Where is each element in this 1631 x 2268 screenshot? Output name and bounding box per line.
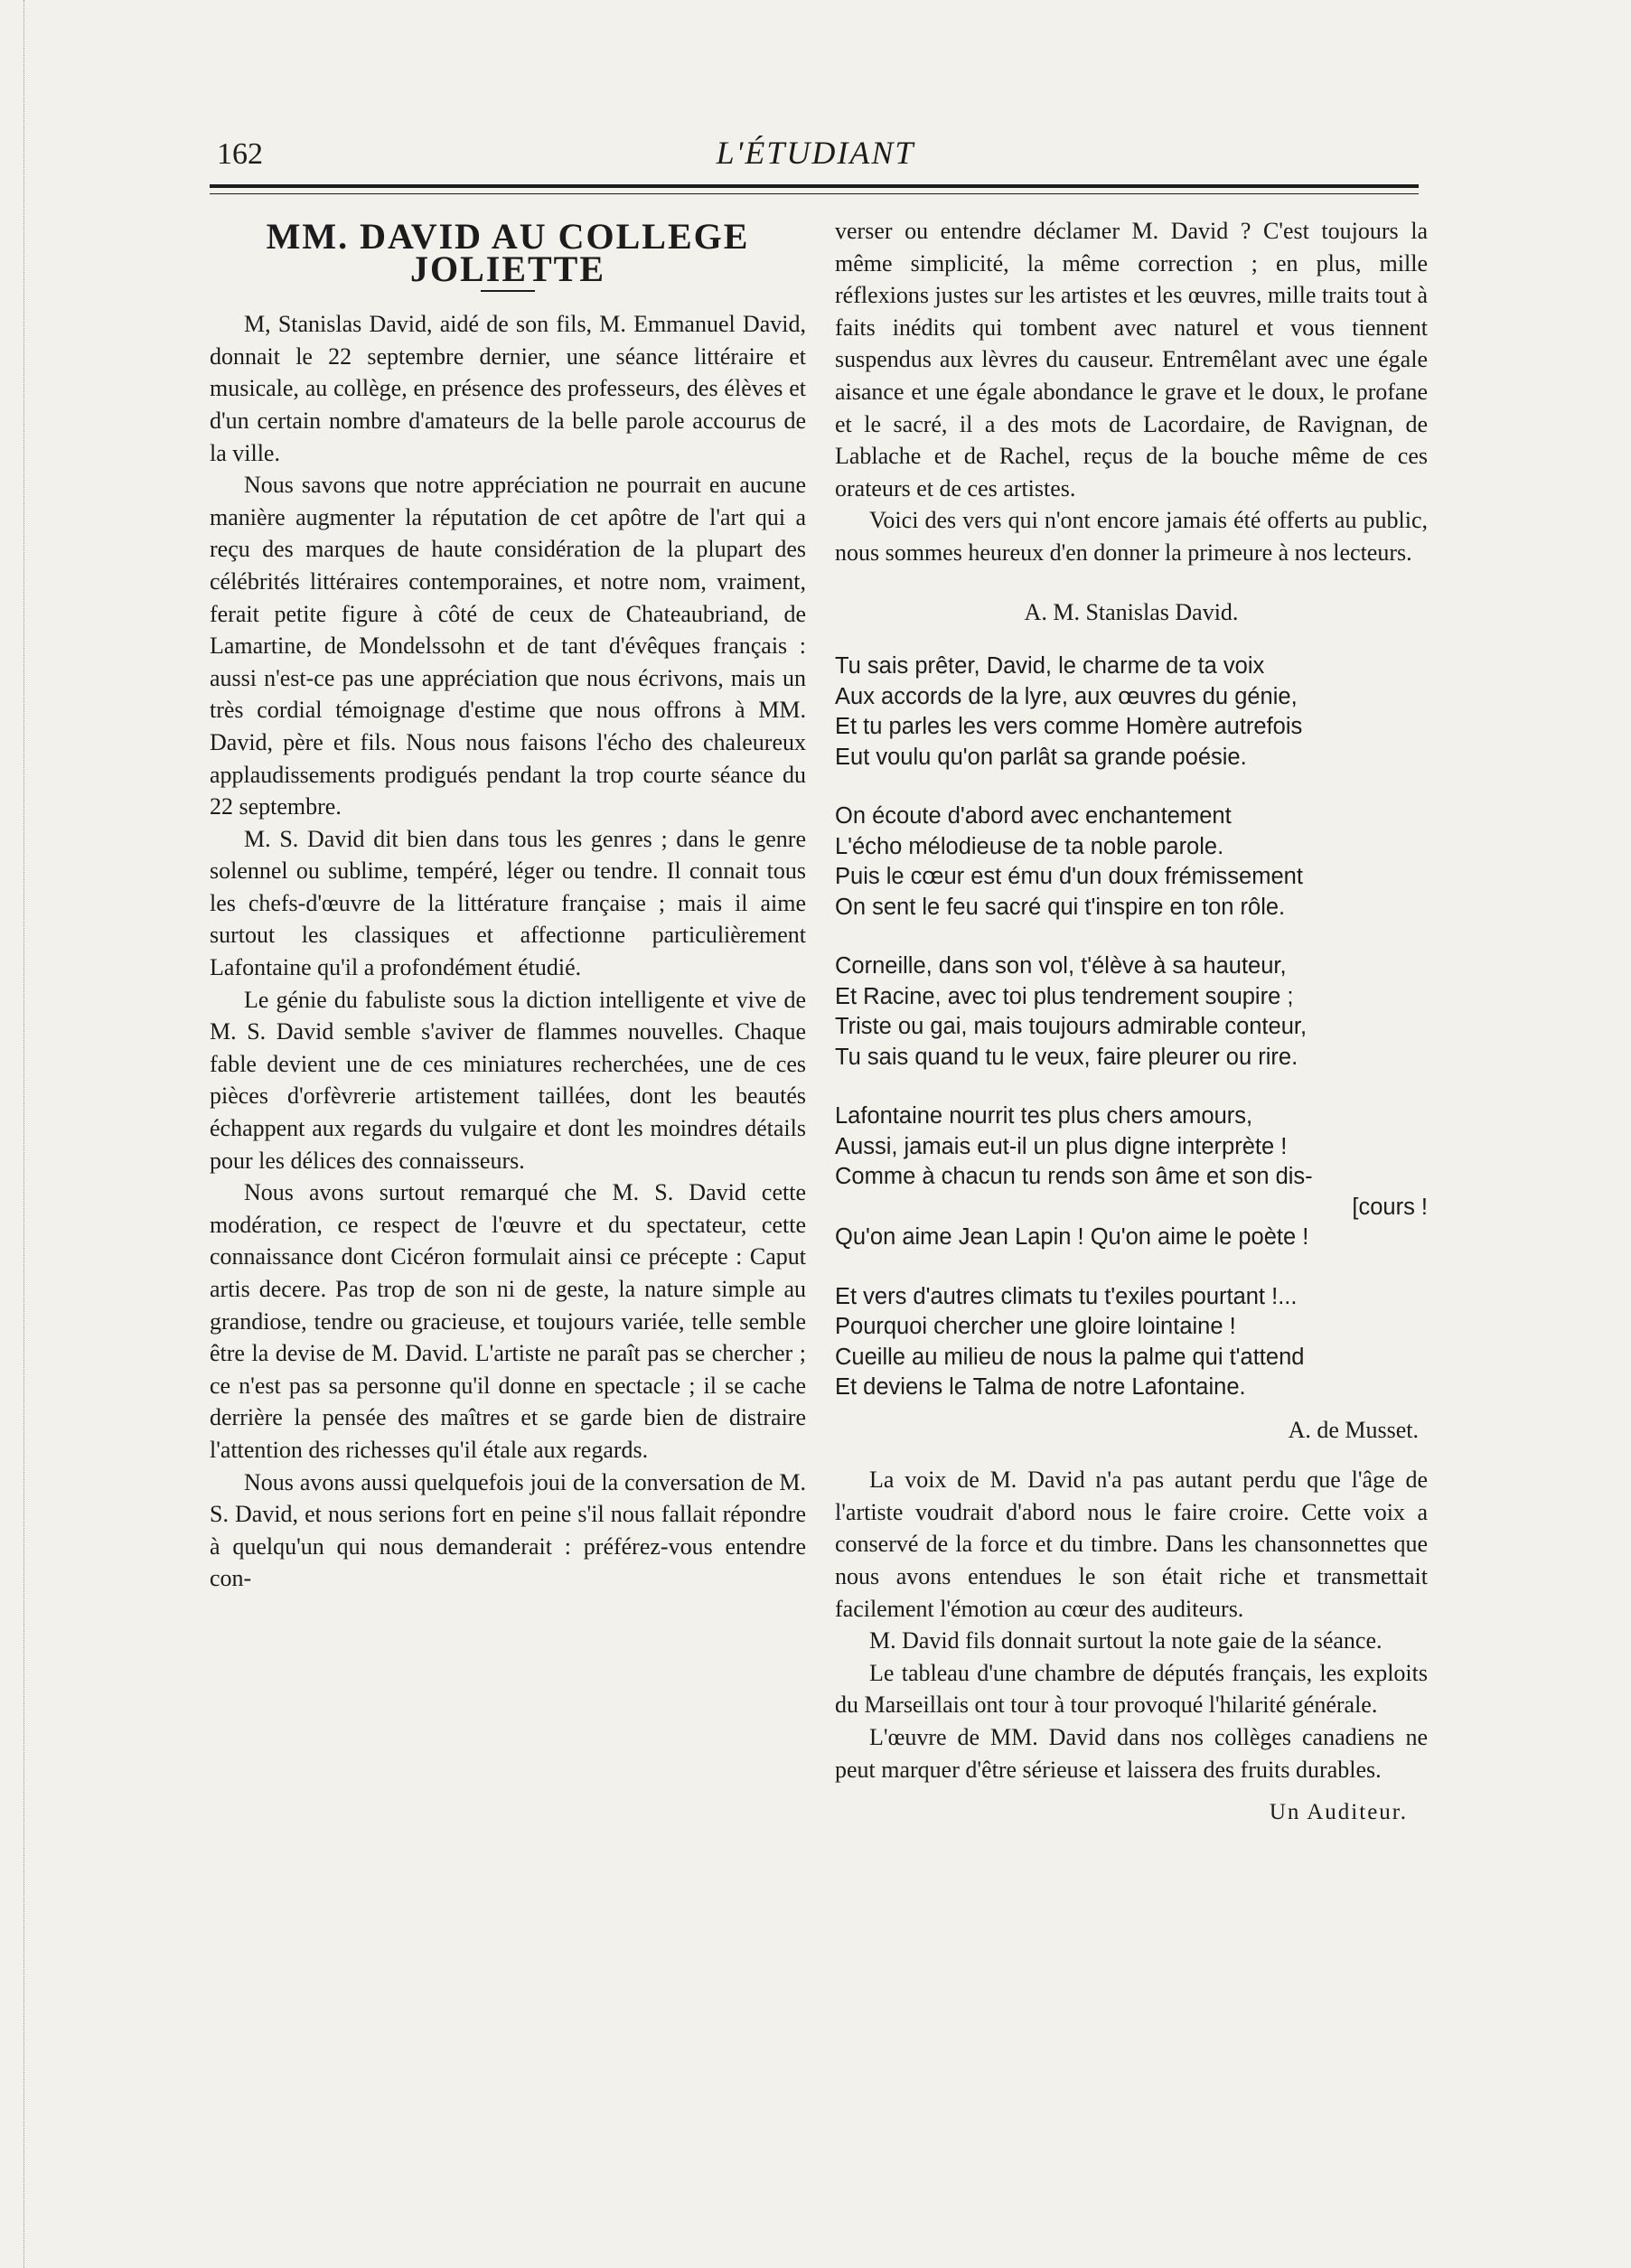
poem-line: Triste ou gai, mais toujours admirable conteur, [835, 1014, 1308, 1040]
title-rule [481, 290, 535, 292]
poem-line: On écoute d'abord avec enchantement [835, 803, 1232, 829]
paragraph: Nous avons surtout remarqué che M. S. David cette modération, ce respect de l'œuvre et du spectateur, cette connaissance dont Cicéron formulait ainsi ce précepte : Caput artis decere. Pas trop de son ni de geste, la nature simple au grandiose, tendre ou gracieuse, et toujours variée, telle semble être la devise de M. David. L'artiste ne paraît pas se chercher ; ce n'est pas sa personne qu'il donne en spectacle ; il se cache derrière la pensée des maîtres et se garde bien de distraire l'attention des richesses qu'il étale aux regards. [210, 1179, 806, 1463]
paragraph: M. David fils donnait surtout la note gaie de la séance. [869, 1627, 1383, 1654]
poem-stanza [835, 1282, 1428, 1403]
page-number: 162 [217, 137, 263, 171]
scan-edge [0, 0, 24, 2268]
poem-line: On sent le feu sacré qui t'inspire en ton rôle. [835, 894, 1286, 920]
poem-line: Cueille au milieu de nous la palme qui t'attend [835, 1344, 1305, 1370]
poem [835, 651, 1428, 1403]
poem-line: Et vers d'autres climats tu t'exiles pourtant !... [835, 1283, 1298, 1309]
header-rule [210, 184, 1419, 194]
paragraph: M, Stanislas David, aidé de son fils, M. Emmanuel David, donnait le 22 septembre dernier, une séance littéraire et musicale, au collège, en présence des professeurs, des élèves et d'un certain nombre d'amateurs de la belle parole accourus de la ville. [210, 311, 806, 466]
poem-stanza [835, 1101, 1428, 1253]
article-signature: Un Auditeur. [1269, 1800, 1408, 1825]
poem-line: Aux accords de la lyre, aux œuvres du génie, [835, 683, 1298, 709]
poem-line: Qu'on aime Jean Lapin ! Qu'on aime le poète ! [835, 1224, 1309, 1251]
poem-line: Eut voulu qu'on parlât sa grande poésie. [835, 744, 1247, 770]
paragraph: Voici des vers qui n'ont encore jamais été offerts au public, nous sommes heureux d'en donner la primeure à nos lecteurs. [835, 507, 1428, 566]
article-title: MM. DAVID AU COLLEGE JOLIETTE [266, 216, 750, 289]
paragraph: M. S. David dit bien dans tous les genres ; dans le genre solennel ou sublime, tempéré, léger ou tendre. Il connait tous les chefs-d'œuvre de la littérature française ; mais il aime surtout les classiques et affectionne particulièrement Lafontaine qu'il a profondément étudié. [210, 825, 806, 981]
paragraph: Nous savons que notre appréciation ne pourrait en aucune manière augmenter la réputation de cet apôtre de l'art qui a reçu des marques de haute considération de la plupart des célébrités littéraires contemporaines, et notre nom, vraiment, ferait petite figure à côté de ceux de Chateaubriand, de Lamartine, de Mondelssohn et de tant d'évêques français : aussi n'est-ce pas une appréciation que nous écrivons, mais un très cordial témoignage d'estime que nous offrons à MM. David, père et fils. Nous nous faisons l'écho des chaleureux applaudissements prodigués pendant la trop courte séance du 22 septembre. [210, 472, 806, 820]
poem-dedication: A. M. Stanislas David. [1024, 598, 1239, 625]
poem-stanza [835, 651, 1428, 773]
poem-author: A. de Musset. [1288, 1416, 1419, 1443]
left-column [210, 215, 806, 1595]
poem-line: Tu sais prêter, David, le charme de ta voix [835, 653, 1265, 679]
poem-stanza [835, 801, 1428, 923]
paragraph: Le tableau d'une chambre de députés français, les exploits du Marseillais ont tour à tour provoqué l'hilarité générale. [835, 1659, 1428, 1719]
poem-line: Comme à chacun tu rends son âme et son dis- [835, 1164, 1313, 1190]
paragraph-continuation: verser ou entendre déclamer M. David ? C'est toujours la même simplicité, la même correction ; en plus, mille réflexions justes sur les artistes et les œuvres, mille traits tout à faits inédits qui tombent avec naturel et vous tiennent suspendus aux lèvres du causeur. Entremêlant avec une égale aisance et une égale abondance le grave et le doux, le profane et le sacré, il a des mots de Lacordaire, de Ravignan, de Lablache et de Rachel, reçus de la bouche même de ces orateurs et de ces artistes. [835, 218, 1428, 501]
poem-line: Tu sais quand tu le veux, faire pleurer ou rire. [835, 1044, 1298, 1070]
running-title: L'ÉTUDIANT [716, 135, 915, 171]
paragraph: La voix de M. David n'a pas autant perdu que l'âge de l'artiste voudrait d'abord nous le faire croire. Cette voix a conservé de la force et du timbre. Dans les chansonnettes que nous avons entendues le son était riche et transmettait facilement l'émotion au cœur des auditeurs. [835, 1467, 1428, 1622]
paragraph: L'œuvre de MM. David dans nos collèges canadiens ne peut marquer d'être sérieuse et laissera des fruits durables. [835, 1723, 1428, 1783]
poem-line-carryover: [cours ! [1352, 1194, 1428, 1220]
poem-line: Corneille, dans son vol, t'élève à sa hauteur, [835, 953, 1287, 979]
paragraph: Le génie du fabuliste sous la diction intelligente et vive de M. S. David semble s'aviver de flammes nouvelles. Chaque fable devient une de ces miniatures recherchées, une de ces pièces d'orfèvrerie artistement taillées, dont les beautés échappent aux regards du vulgaire et dont les moindres détails pour les délices des connaisseurs. [210, 986, 806, 1174]
poem-line: Puis le cœur est ému d'un doux frémissement [835, 864, 1303, 890]
poem-line: Aussi, jamais eut-il un plus digne interprète ! [835, 1133, 1288, 1159]
right-column [835, 215, 1428, 1829]
poem-line: Et tu parles les vers comme Homère autrefois [835, 714, 1303, 740]
poem-line: Et Racine, avec toi plus tendrement soupire ; [835, 983, 1294, 1009]
poem-stanza [835, 951, 1428, 1073]
poem-line: Et deviens le Talma de notre Lafontaine. [835, 1374, 1246, 1401]
poem-line: Lafontaine nourrit tes plus chers amours, [835, 1103, 1253, 1129]
poem-line: L'écho mélodieuse de ta noble parole. [835, 833, 1224, 859]
paragraph: Nous avons aussi quelquefois joui de la conversation de M. S. David, et nous serions fort en peine s'il nous fallait répondre à quelqu'un qui nous demanderait : préférez-vous entendre con- [210, 1468, 806, 1592]
poem-line: Pourquoi chercher une gloire lointaine ! [835, 1314, 1236, 1340]
